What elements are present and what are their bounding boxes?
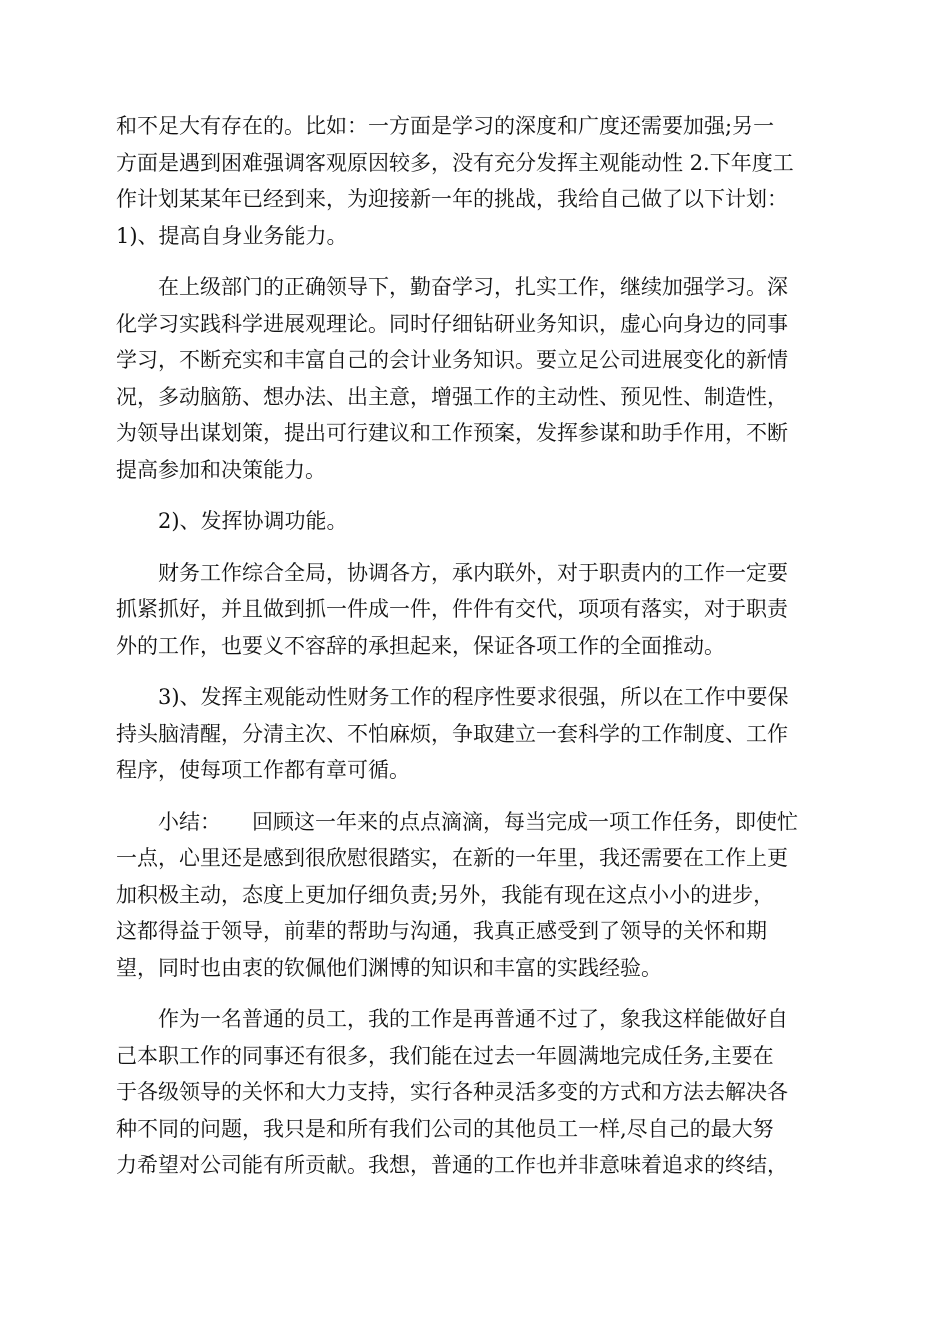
- paragraph-line: 外的工作，也要义不容辞的承担起来，保证各项工作的全面推动。: [116, 633, 725, 658]
- paragraph-line: 作计划某某年已经到来，为迎接新一年的挑战，我给自己做了以下计划：: [116, 187, 788, 211]
- paragraph-line: 学习，不断充实和丰富自己的会计业务知识。要立足公司进展变化的新情: [116, 348, 788, 372]
- paragraph-line: 财务工作综合全局，协调各方，承内联外，对于职责内的工作一定要: [158, 560, 788, 585]
- paragraph-1: [116, 108, 836, 254]
- paragraph-line: 在上级部门的正确领导下，勤奋学习，扎实工作，继续加强学习。深: [158, 275, 788, 299]
- paragraph-summary: [116, 804, 836, 987]
- paragraph-line: 力希望对公司能有所贡献。我想，普通的工作也并非意味着追求的终结，: [116, 1153, 788, 1177]
- paragraph-line: 程序，使每项工作都有章可循。: [116, 758, 410, 782]
- paragraph-line: 持头脑清醒，分清主次、不怕麻烦，争取建立一套科学的工作制度、工作: [116, 721, 788, 746]
- paragraph-line: 望，同时也由衷的钦佩他们渊博的知识和丰富的实践经验。: [116, 955, 662, 980]
- paragraph-2: [116, 269, 836, 488]
- paragraph-line: 己本职工作的同事还有很多，我们能在过去一年圆满地完成任务,主要在: [116, 1043, 774, 1068]
- paragraph-line: 3)、发挥主观能动性财务工作的程序性要求很强，所以在工作中要保: [158, 685, 789, 709]
- paragraph-3: [116, 503, 836, 540]
- document-page: [116, 108, 836, 1199]
- paragraph-line: 抓紧抓好，并且做到抓一件成一件，件件有交代，项项有落实，对于职责: [116, 597, 788, 621]
- paragraph-line: 1)、提高自身业务能力。: [116, 223, 348, 248]
- paragraph-line: 一点，心里还是感到很欣慰很踏实，在新的一年里，我还需要在工作上更: [116, 846, 788, 870]
- paragraph-line: [116, 804, 836, 841]
- paragraph-line: 作为一名普通的员工，我的工作是再普通不过了，象我这样能做好自: [158, 1007, 788, 1031]
- paragraph-line: 这都得益于领导，前辈的帮助与沟通，我真正感受到了领导的关怀和期: [116, 919, 767, 943]
- paragraph-line: 提高参加和决策能力。: [116, 457, 326, 482]
- paragraph-line: 种不同的问题，我只是和所有我们公司的其他员工一样,尽自己的最大努: [116, 1116, 774, 1141]
- paragraph-line: 化学习实践科学进展观理论。同时仔细钻研业务知识，虚心向身边的同事: [116, 311, 788, 336]
- paragraph-5: [116, 679, 836, 789]
- summary-first-line-text: 回顾这一年来的点点滴滴，每当完成一项工作任务，即使忙: [252, 809, 798, 834]
- paragraph-4: [116, 555, 836, 665]
- paragraph-line: 况，多动脑筋、想办法、出主意，增强工作的主动性、预见性、制造性，: [116, 384, 788, 409]
- paragraph-line: 2)、发挥协调功能。: [158, 509, 348, 533]
- paragraph-line: 于各级领导的关怀和大力支持，实行各种灵活多变的方式和方法去解决各: [116, 1080, 788, 1104]
- paragraph-line: 为领导出谋划策，提出可行建议和工作预案，发挥参谋和助手作用，不断: [116, 421, 788, 445]
- paragraph-line: 和不足大有存在的。比如：一方面是学习的深度和广度还需要加强;另一: [116, 114, 775, 138]
- summary-label: 小结：: [158, 809, 221, 834]
- paragraph-line: 方面是遇到困难强调客观原因较多，没有充分发挥主观能动性 2.下年度工: [116, 150, 794, 175]
- paragraph-line: 加积极主动，态度上更加仔细负责;另外，我能有现在这点小小的进步，: [116, 882, 775, 907]
- paragraph-7: [116, 1001, 836, 1184]
